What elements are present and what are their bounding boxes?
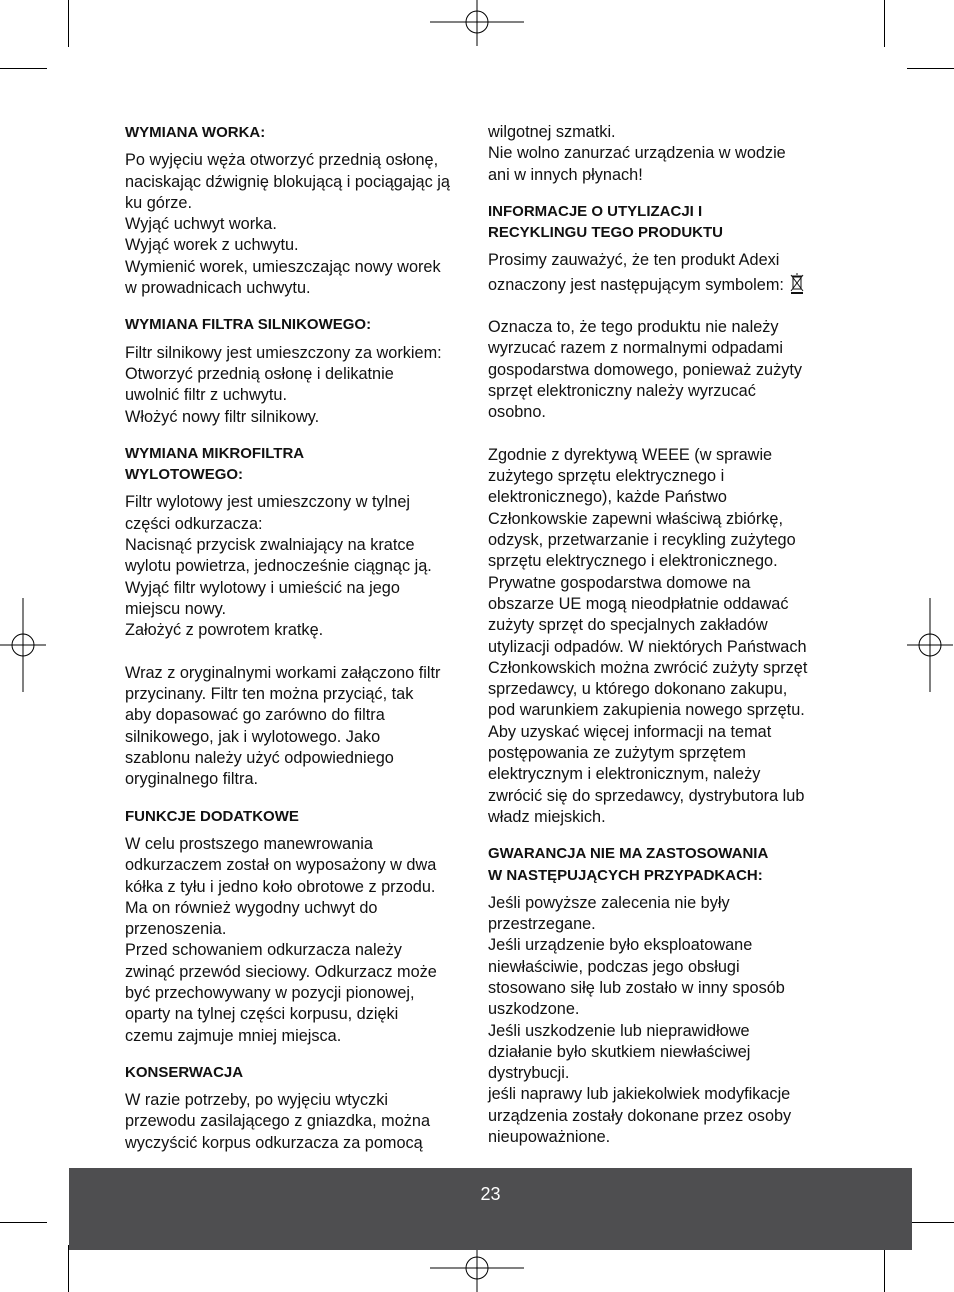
- registration-mark-right: [907, 598, 953, 692]
- section-heading-bag-replacement: WYMIANA WORKA:: [125, 124, 266, 141]
- section-text-bag-replacement: Po wyjęciu węża otworzyć przednią osłonę, naciskając dźwignię blokującą i pociągając ją ku górze. Wyjąć uchwyt worka. Wyjąć worek z uchwytu. Wymienić worek, umieszczając nowy worek w prowadnicach uchwytu.: [125, 151, 450, 298]
- crop-mark: [907, 68, 954, 69]
- section-heading-motor-filter: WYMIANA FILTRA SILNIKOWEGO:: [125, 316, 372, 334]
- section-text-maintenance: W razie potrzeby, po wyjęciu wtyczki przewodu zasilającego z gniazdka, można wyczyścić korpus odkurzacza za pomocą: [125, 1091, 430, 1152]
- recycling-body: Oznacza to, że tego produktu nie należy wyrzucać razem z normalnymi odpadami gospodarstwa domowego, ponieważ zużyty sprzęt elektroniczny należy wyrzucać osobno. Zgodnie z dyrektywą WEEE (w sprawie zużytego sprzętu elektrycznego i elektronicznego), każde Państwo Członkowskie zapewni właściwą zbiórkę, odzysk, przetwarzanie i recykling zużytego sprzętu elektrycznego i elektronicznego. Prywatne gospodarstwa domowe na obszarze UE mogą nieodpłatnie oddawać zużyty sprzęt do specjalnych zakładów utylizacji odpadów. W niektórych Państwach Członkowskich można zwrócić zużyty sprzęt sprzedawcy, u którego dokonano zakupu, pod warunkiem zakupienia nowego sprzętu. Aby uzyskać więcej informacji na temat postępowania ze zużytym sprzętem elektrycznym i elektronicznym, należy zwrócić się do sprzedawcy, dystrybutora lub władz miejskich.: [488, 318, 808, 826]
- registration-mark-bottom: [430, 1246, 524, 1292]
- crop-mark: [884, 0, 885, 47]
- section-heading-exhaust-microfilter: WYMIANA MIKROFILTRA WYLOTOWEGO:: [125, 444, 305, 484]
- crop-mark: [884, 1245, 885, 1292]
- crop-mark: [0, 68, 47, 69]
- registration-mark-top: [430, 0, 524, 46]
- weee-bin-icon: [790, 272, 804, 294]
- section-text-additional-features: W celu prostszego manewrowania odkurzaczem został on wyposażony w dwa kółka z tyłu i jedno koło obrotowe z przodu. Ma on również wygodny uchwyt do przenoszenia. Przed schowaniem odkurzacza należy zwinąć przewód sieciowy. Odkurzacz może być przechowywany w pozycji pionowej, oparty na tylnej części korpusu, dzięki czemu zajmuje mniej miejsca.: [125, 834, 437, 1045]
- crop-mark: [68, 1245, 69, 1292]
- registration-mark-left: [0, 598, 46, 692]
- crop-mark: [0, 1222, 47, 1223]
- section-heading-recycling: INFORMACJE O UTYLIZACJI I RECYKLINGU TEGO PRODUKTU: [488, 202, 724, 242]
- footer-band: [69, 1168, 912, 1250]
- section-heading-warranty: GWARANCJA NIE MA ZASTOSOWANIA W NASTĘPUJĄCYCH PRZYPADKACH:: [488, 845, 769, 884]
- crop-mark: [68, 0, 69, 47]
- section-text-motor-filter: Filtr silnikowy jest umieszczony za workiem: Otworzyć przednią osłonę i delikatnie uwolnić filtr z uchwytu. Włożyć nowy filtr silnikowy.: [125, 343, 442, 426]
- section-heading-maintenance: KONSERWACJA: [125, 1063, 244, 1081]
- section-text-exhaust-microfilter: Filtr wylotowy jest umieszczony w tylnej części odkurzacza: Nacisnąć przycisk zwalniający na kratce wylotu powietrza, jednocześnie ciągnąc ją. Wyjąć filtr wylotowy i umieścić na jego miejscu nowy. Założyć z powrotem kratkę. Wraz z oryginalnymi workami załączono filtr przycinany. Filtr ten można przyciąć, tak aby dopasować go zarówno do filtra silnikowego, jak i wylotowego. Jako szablonu należy użyć odpowiedniego oryginalnego filtra.: [125, 493, 441, 789]
- recycling-intro: Prosimy zauważyć, że ten produkt Adexi oznaczony jest następującym symbolem:: [488, 251, 784, 294]
- right-column: [488, 122, 833, 1163]
- recycling-intro-block: [488, 250, 833, 296]
- left-column: [125, 122, 470, 1169]
- section-heading-additional-features: FUNKCJE DODATKOWE: [125, 807, 299, 825]
- crop-mark: [907, 1222, 954, 1223]
- warranty-body: Jeśli powyższe zalecenia nie były przestrzegane. Jeśli urządzenie było eksploatowane niewłaściwie, podczas jego obsługi stosowano siłę lub zostało w inny sposób uszkodzone. Jeśli uszkodzenie lub nieprawidłowe działanie było skutkiem niewłaściwej dystrybucji. jeśli naprawy lub jakiekolwiek modyfikacje urządzenia zostały dokonane przez osoby nieupoważnione.: [488, 893, 792, 1147]
- page-number: 23: [480, 1184, 501, 1204]
- maintenance-continuation: wilgotnej szmatki. Nie wolno zanurzać urządzenia w wodzie ani w innych płynach!: [488, 123, 786, 184]
